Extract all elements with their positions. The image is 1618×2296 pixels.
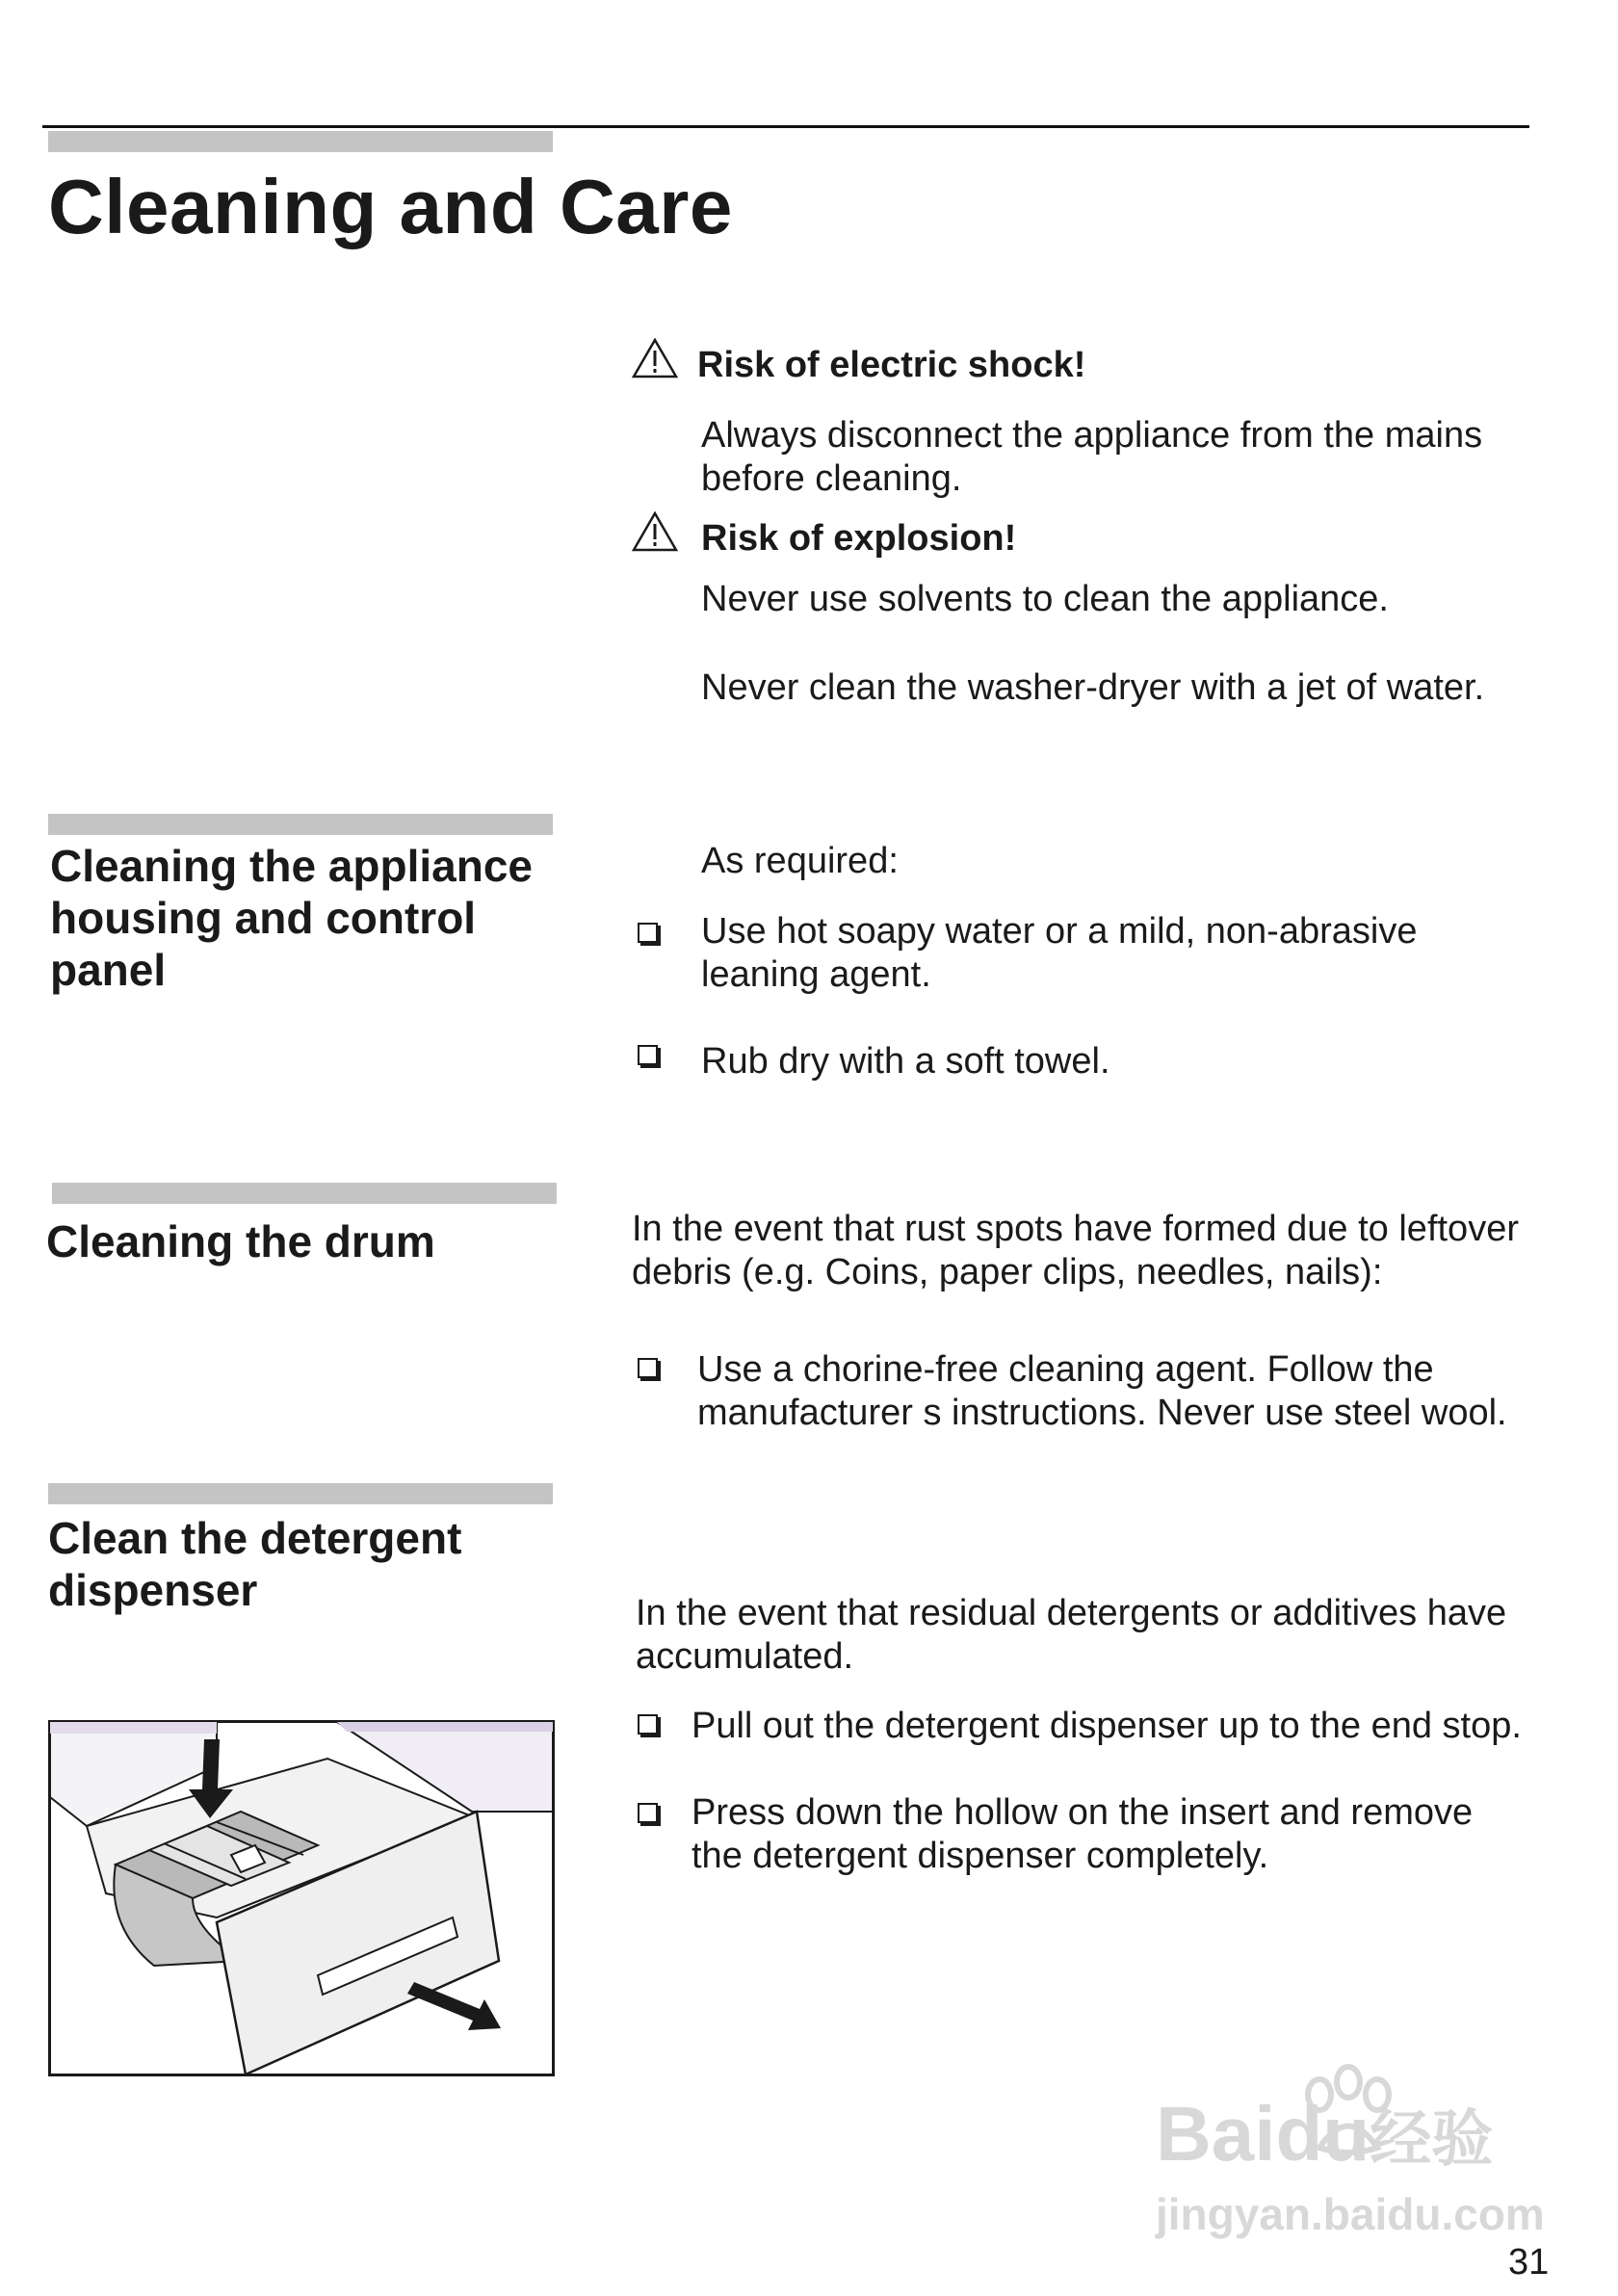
bullet-text: the detergent dispenser completely. [692, 1836, 1269, 1876]
bullet-text: Rub dry with a soft towel. [701, 1041, 1110, 1082]
warning-text: Never use solvents to clean the appliance. [701, 579, 1389, 619]
section-intro: debris (e.g. Coins, paper clips, needles, nails): [632, 1252, 1383, 1292]
section-intro: accumulated. [636, 1636, 854, 1677]
section-intro: In the event that residual detergents or additives have [636, 1593, 1507, 1633]
checkbox-bullet-icon [638, 1714, 658, 1735]
page-title: Cleaning and Care [48, 164, 733, 249]
checkbox-bullet-icon [638, 923, 658, 943]
title-bar [48, 131, 553, 152]
bullet-text: leaning agent. [701, 954, 931, 995]
page-number: 31 [1508, 2242, 1550, 2283]
section-heading: Cleaning the appliance housing and control panel [50, 841, 533, 995]
detergent-dispenser-illustration [48, 1720, 555, 2076]
bullet-text: Use hot soapy water or a mild, non-abrasive [701, 911, 1418, 952]
section-heading: Cleaning the drum [46, 1216, 435, 1266]
bullet-text: Use a chorine-free cleaning agent. Follow the [697, 1349, 1434, 1390]
warning-triangle-icon [632, 337, 678, 379]
bullet-text: Pull out the detergent dispenser up to the end stop. [692, 1706, 1522, 1746]
warning-heading: Risk of electric shock! [697, 345, 1086, 385]
warning-heading: Risk of explosion! [701, 518, 1017, 559]
section-bar [52, 1183, 557, 1204]
section-intro: As required: [701, 841, 899, 881]
bullet-text: Press down the hollow on the insert and remove [692, 1792, 1474, 1833]
section-heading: Clean the detergent dispenser [48, 1513, 462, 1615]
warning-text: Always disconnect the appliance from the mains [701, 415, 1483, 456]
section-bar [48, 1483, 553, 1504]
paw-logo-icon [1291, 2061, 1406, 2167]
header-rule [42, 125, 1529, 128]
checkbox-bullet-icon [638, 1045, 658, 1065]
checkbox-bullet-icon [638, 1803, 658, 1823]
warning-text: before cleaning. [701, 458, 962, 499]
watermark: Baidu经验 [1156, 2091, 1494, 2177]
watermark-url: jingyan.baidu.com [1156, 2189, 1545, 2239]
section-bar [48, 814, 553, 835]
bullet-text: manufacturer s instructions. Never use steel wool. [697, 1393, 1507, 1433]
warning-triangle-icon [632, 510, 678, 553]
checkbox-bullet-icon [638, 1358, 658, 1378]
warning-text: Never clean the washer-dryer with a jet of water. [701, 667, 1485, 708]
section-intro: In the event that rust spots have formed due to leftover [632, 1209, 1519, 1249]
